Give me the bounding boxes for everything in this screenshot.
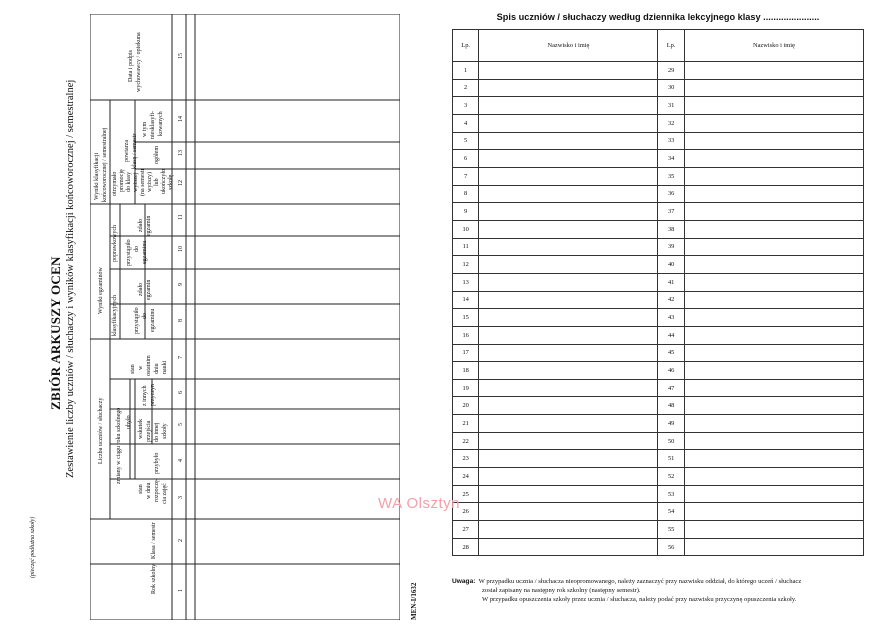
table-row <box>453 326 864 344</box>
hdr-otrzymalo-8: ukończyło <box>161 169 167 194</box>
hdr-stan-end-5: nauki <box>162 360 168 374</box>
hdr-otrzymalo-2: promocję <box>119 169 125 192</box>
row-number-left: 15 <box>453 309 479 327</box>
name-field-right[interactable] <box>684 132 863 150</box>
row-number-right: 39 <box>658 238 684 256</box>
row-number-right: 35 <box>658 167 684 185</box>
page-title: ZBIÓR ARKUSZY OCEN <box>48 256 63 410</box>
hdr-przyst-2a: przystąpiło <box>126 239 132 266</box>
table-row <box>453 344 864 362</box>
name-field-right[interactable] <box>684 114 863 132</box>
note-line-2: został zapisany na następny rok szkolny (następny semestr). <box>482 587 641 594</box>
name-field-left[interactable] <box>479 220 658 238</box>
hdr-stan-start-2: w dniu <box>146 482 152 499</box>
column-number: 15 <box>178 53 184 59</box>
row-number-right: 43 <box>658 309 684 327</box>
name-field-right[interactable] <box>684 379 863 397</box>
column-number: 13 <box>178 150 184 156</box>
name-field-right[interactable] <box>684 185 863 203</box>
hdr-z-innych-1: z innych <box>142 385 148 406</box>
table-row <box>453 132 864 150</box>
row-number-right: 30 <box>658 79 684 97</box>
row-number-right: 53 <box>658 485 684 503</box>
hdr-klasa-semestr: Klasa / semestr <box>151 522 157 559</box>
name-field-left[interactable] <box>479 538 658 556</box>
row-number-right: 45 <box>658 344 684 362</box>
name-field-left[interactable] <box>479 362 658 380</box>
name-field-right[interactable] <box>684 432 863 450</box>
hdr-w-tym-1: w tym <box>142 121 148 137</box>
row-number-right: 38 <box>658 220 684 238</box>
table-row <box>453 450 864 468</box>
row-number-left: 5 <box>453 132 479 150</box>
name-field-right[interactable] <box>684 220 863 238</box>
name-field-right[interactable] <box>684 468 863 486</box>
column-number: 7 <box>178 356 184 359</box>
name-field-right[interactable] <box>684 397 863 415</box>
name-field-left[interactable] <box>479 203 658 221</box>
column-number: 9 <box>178 283 184 286</box>
name-field-right[interactable] <box>684 362 863 380</box>
row-number-right: 56 <box>658 538 684 556</box>
table-row <box>453 485 864 503</box>
hdr-wyniki-klas-1: Wyniki klasyfikacji <box>94 152 100 200</box>
row-number-left: 12 <box>453 256 479 274</box>
hdr-data-podpis-2: wychowawcy / opiekuna <box>136 32 142 92</box>
row-number-right: 48 <box>658 397 684 415</box>
hdr-stan-start-1: stan <box>138 484 144 494</box>
name-field-left[interactable] <box>479 397 658 415</box>
hdr-zdalo-1b: egzamin <box>146 279 152 300</box>
table-header-row <box>453 30 864 62</box>
left-page <box>0 0 440 633</box>
table-row <box>453 379 864 397</box>
row-number-left: 9 <box>453 203 479 221</box>
row-number-left: 18 <box>453 362 479 380</box>
row-number-right: 33 <box>658 132 684 150</box>
row-number-left: 26 <box>453 503 479 521</box>
name-field-left[interactable] <box>479 503 658 521</box>
name-field-left[interactable] <box>479 468 658 486</box>
table-row <box>453 114 864 132</box>
table-row <box>453 203 864 221</box>
row-number-left: 22 <box>453 432 479 450</box>
column-number: 5 <box>178 423 184 426</box>
name-field-left[interactable] <box>479 150 658 168</box>
row-number-right: 46 <box>658 362 684 380</box>
hdr-stan-end-1: stan <box>130 364 136 374</box>
row-number-left: 3 <box>453 97 479 115</box>
name-field-right[interactable] <box>684 326 863 344</box>
name-field-right[interactable] <box>684 256 863 274</box>
row-number-right: 44 <box>658 326 684 344</box>
name-field-right[interactable] <box>684 291 863 309</box>
row-number-right: 34 <box>658 150 684 168</box>
col-lp-right: Lp. <box>658 30 684 62</box>
hdr-wskutek-2: przejścia <box>146 420 152 442</box>
name-field-right[interactable] <box>684 97 863 115</box>
table-row <box>453 62 864 80</box>
page-subtitle: Zestawienie liczby uczniów / słuchaczy i wyników klasyfikacji końcoworocznej / semestralnej <box>65 79 76 478</box>
table-row <box>453 291 864 309</box>
column-number: 11 <box>178 214 184 220</box>
hdr-otrzymalo-9: szkołę <box>168 174 174 190</box>
name-field-left[interactable] <box>479 256 658 274</box>
row-number-left: 8 <box>453 185 479 203</box>
name-field-right[interactable] <box>684 538 863 556</box>
column-number: 3 <box>178 496 184 499</box>
table-row <box>453 185 864 203</box>
hdr-zdalo-2b: egzamin <box>146 215 152 236</box>
name-field-left[interactable] <box>479 62 658 80</box>
summary-table <box>90 14 400 620</box>
hdr-przybylo: przybyło <box>154 452 160 474</box>
hdr-powtarza-2: klasę / semestr <box>132 133 138 169</box>
table-row <box>453 238 864 256</box>
name-field-left[interactable] <box>479 485 658 503</box>
name-field-right[interactable] <box>684 62 863 80</box>
table-row <box>453 273 864 291</box>
name-field-left[interactable] <box>479 273 658 291</box>
name-field-right[interactable] <box>684 79 863 97</box>
table-row <box>453 150 864 168</box>
table-row <box>453 397 864 415</box>
column-number: 4 <box>178 459 184 462</box>
row-number-left: 24 <box>453 468 479 486</box>
hdr-liczba: Liczba uczniów / słuchaczy <box>98 397 104 464</box>
hdr-data-podpis-1: Data i podpis <box>128 50 134 82</box>
hdr-otrzymalo-3: do klasy <box>126 171 132 192</box>
name-field-left[interactable] <box>479 326 658 344</box>
row-number-right: 37 <box>658 203 684 221</box>
row-number-right: 47 <box>658 379 684 397</box>
hdr-poprawkowych: poprawkowych <box>112 225 118 262</box>
name-field-right[interactable] <box>684 167 863 185</box>
row-number-left: 21 <box>453 415 479 433</box>
table-row <box>453 538 864 556</box>
table-row <box>453 97 864 115</box>
row-number-left: 20 <box>453 397 479 415</box>
row-number-right: 31 <box>658 97 684 115</box>
hdr-przyst-2b: do <box>134 246 140 252</box>
name-field-left[interactable] <box>479 79 658 97</box>
row-number-left: 25 <box>453 485 479 503</box>
hdr-przyst-1a: przystąpiło <box>134 307 140 334</box>
name-field-right[interactable] <box>684 203 863 221</box>
name-field-left[interactable] <box>479 238 658 256</box>
name-field-left[interactable] <box>479 309 658 327</box>
note-line-1: W przypadku ucznia / słuchacza nieopromowanego, należy zaznaczyć przy nazwisku oddział, do którego uczeń / słuchacz <box>478 578 802 585</box>
row-number-left: 7 <box>453 167 479 185</box>
row-number-right: 29 <box>658 62 684 80</box>
hdr-wskutek-1: wskutek <box>138 419 144 439</box>
hdr-stan-start-3: rozpoczę- <box>154 478 160 502</box>
name-field-left[interactable] <box>479 450 658 468</box>
col-lp-left: Lp. <box>453 30 479 62</box>
hdr-z-innych-2: przyczyn <box>150 384 156 406</box>
hdr-rok-szkolny: Rok szkolny <box>151 563 157 594</box>
row-number-right: 40 <box>658 256 684 274</box>
hdr-zmiany: zmiany w ciągu roku szkolnego <box>116 407 122 484</box>
hdr-w-tym-2: niesklasyfi- <box>150 111 156 139</box>
table-row <box>453 432 864 450</box>
row-number-left: 10 <box>453 220 479 238</box>
form-code: MEN-I/1632 <box>410 582 418 620</box>
name-field-left[interactable] <box>479 344 658 362</box>
row-number-left: 17 <box>453 344 479 362</box>
row-number-left: 23 <box>453 450 479 468</box>
hdr-wyniki-klas-2: końcoworocznej / semestralnej <box>102 127 108 202</box>
hdr-wyniki-egz: Wyniki egzaminów <box>98 267 104 314</box>
note-line-3: W przypadku opuszczenia szkoły przez ucznia / słuchacza, należy podać przy nazwisku przyczynę opuszczenia szkoły. <box>482 596 797 603</box>
row-number-left: 28 <box>453 538 479 556</box>
name-field-right[interactable] <box>684 150 863 168</box>
note-block <box>452 577 872 604</box>
name-field-left[interactable] <box>479 185 658 203</box>
hdr-powtarza-1: powtarza <box>124 140 130 162</box>
column-number: 14 <box>178 116 184 122</box>
row-number-left: 6 <box>453 150 479 168</box>
note-label: Uwaga: <box>452 578 476 585</box>
name-field-right[interactable] <box>684 238 863 256</box>
name-field-right[interactable] <box>684 521 863 539</box>
table-row <box>453 468 864 486</box>
hdr-otrzymalo-4: wyższej <box>133 172 139 192</box>
hdr-przyst-1b: do <box>142 313 148 319</box>
table-row <box>453 167 864 185</box>
name-field-left[interactable] <box>479 415 658 433</box>
row-number-right: 52 <box>658 468 684 486</box>
hdr-stan-end-4: dniu <box>154 363 160 374</box>
column-number: 12 <box>178 180 184 186</box>
hdr-ogolem: ogółem <box>154 146 160 164</box>
column-number: 2 <box>178 539 184 542</box>
table-row <box>453 503 864 521</box>
watermark: WA Olsztyn <box>378 495 460 512</box>
col-name-left: Nazwisko i imię <box>479 30 658 62</box>
hdr-zdalo-1a: zdało <box>138 283 144 296</box>
row-number-left: 13 <box>453 273 479 291</box>
hdr-klasyfikacyjnych: klasyfikacyjnych <box>112 295 118 336</box>
name-field-left[interactable] <box>479 97 658 115</box>
name-field-left[interactable] <box>479 167 658 185</box>
row-number-right: 36 <box>658 185 684 203</box>
row-number-left: 1 <box>453 62 479 80</box>
table-row <box>453 256 864 274</box>
column-number: 8 <box>178 319 184 322</box>
row-number-left: 4 <box>453 114 479 132</box>
name-field-right[interactable] <box>684 309 863 327</box>
student-list-table <box>452 29 864 556</box>
name-field-right[interactable] <box>684 415 863 433</box>
row-number-right: 50 <box>658 432 684 450</box>
row-number-left: 16 <box>453 326 479 344</box>
hdr-wskutek-3: do innej <box>154 422 160 442</box>
hdr-stan-end-2: w <box>138 365 144 370</box>
name-field-right[interactable] <box>684 344 863 362</box>
column-number: 1 <box>178 589 184 592</box>
hdr-przyst-1c: egzaminu <box>150 308 156 332</box>
name-field-right[interactable] <box>684 450 863 468</box>
table-row <box>453 220 864 238</box>
school-stamp-label: (pieczęć podłużna szkoły) <box>30 516 36 578</box>
table-row <box>453 362 864 380</box>
hdr-otrzymalo-7: lub <box>154 178 160 186</box>
column-number: 10 <box>178 246 184 252</box>
table-row <box>453 521 864 539</box>
row-number-right: 49 <box>658 415 684 433</box>
row-number-left: 14 <box>453 291 479 309</box>
hdr-w-tym-3: kowanych <box>158 111 164 136</box>
name-field-left[interactable] <box>479 379 658 397</box>
table-row <box>453 79 864 97</box>
hdr-otrzymalo-1: otrzymało <box>112 171 118 196</box>
column-number: 6 <box>178 391 184 394</box>
hdr-przyst-2c: egzaminu <box>142 240 148 264</box>
name-field-left[interactable] <box>479 521 658 539</box>
hdr-zdalo-2a: zdało <box>138 219 144 232</box>
row-number-left: 19 <box>453 379 479 397</box>
name-field-left[interactable] <box>479 114 658 132</box>
hdr-stan-start-4: cia zajęć <box>162 483 168 504</box>
row-number-left: 11 <box>453 238 479 256</box>
hdr-otrzymalo-5: (na semestr <box>140 168 146 196</box>
row-number-left: 2 <box>453 79 479 97</box>
name-field-right[interactable] <box>684 485 863 503</box>
hdr-ubylo: ubyło <box>126 415 132 429</box>
hdr-otrzymalo-6: wyższy) <box>147 172 153 192</box>
row-number-right: 41 <box>658 273 684 291</box>
name-field-right[interactable] <box>684 273 863 291</box>
student-list-title: Spis uczniów / słuchaczy według dziennika lekcyjnego klasy ...................... <box>496 12 820 22</box>
row-number-right: 42 <box>658 291 684 309</box>
table-row <box>453 415 864 433</box>
row-number-right: 54 <box>658 503 684 521</box>
row-number-right: 32 <box>658 114 684 132</box>
row-number-left: 27 <box>453 521 479 539</box>
name-field-right[interactable] <box>684 503 863 521</box>
row-number-right: 51 <box>658 450 684 468</box>
hdr-wskutek-4: szkoły <box>162 423 168 439</box>
hdr-stan-end-3: ostatnim <box>146 355 152 376</box>
name-field-left[interactable] <box>479 291 658 309</box>
name-field-left[interactable] <box>479 132 658 150</box>
row-number-right: 55 <box>658 521 684 539</box>
name-field-left[interactable] <box>479 432 658 450</box>
col-name-right: Nazwisko i imię <box>684 30 863 62</box>
table-row <box>453 309 864 327</box>
